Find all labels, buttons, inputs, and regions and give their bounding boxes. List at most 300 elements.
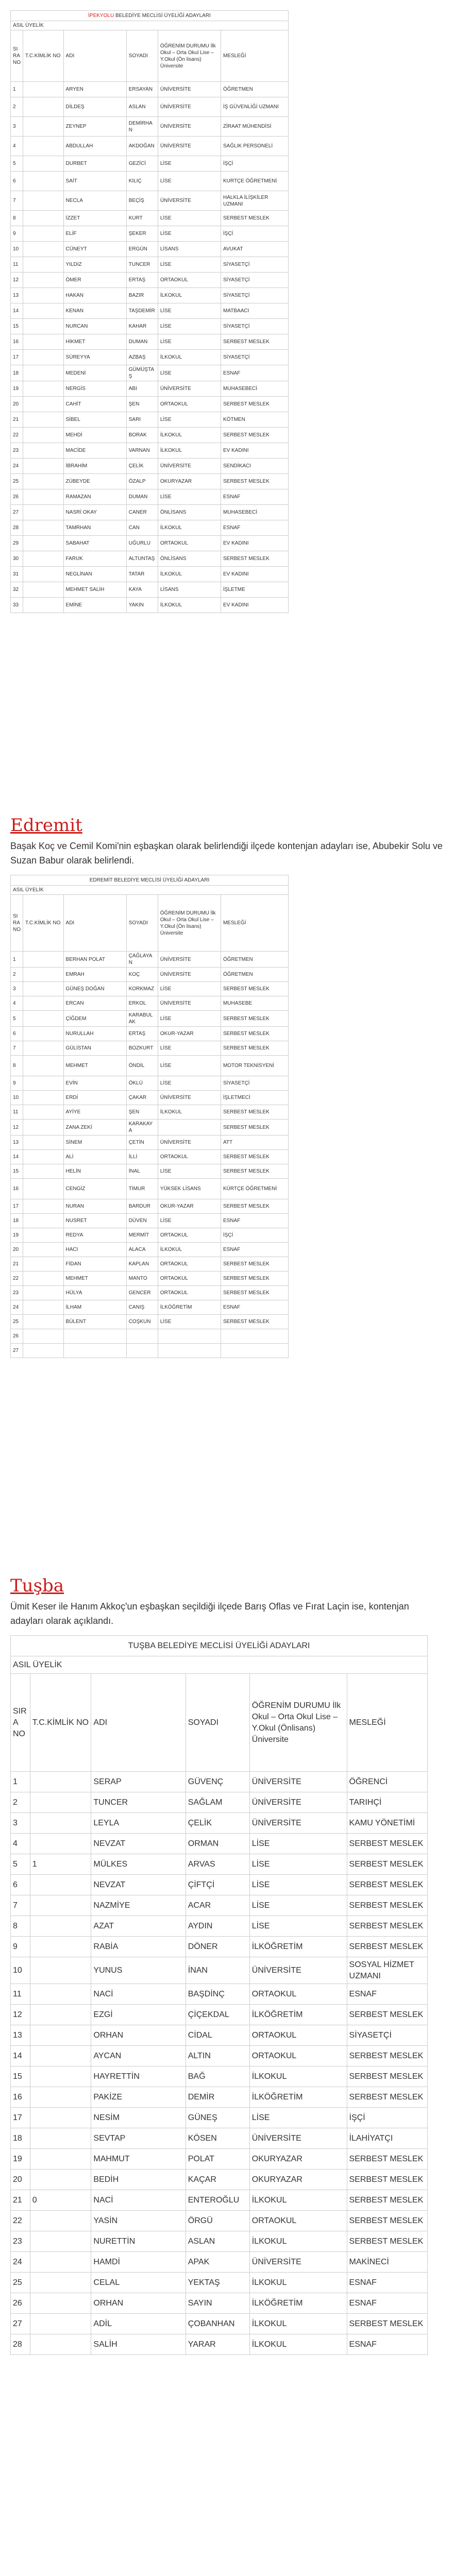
edremit-cell <box>158 1329 221 1344</box>
edremit-cell: ESNAF <box>221 1243 288 1257</box>
ipekyolu-table-row <box>11 474 289 489</box>
tusba-cell: BEDİH <box>91 2170 186 2190</box>
ipekyolu-header-cell: SOYADI <box>126 30 158 82</box>
edremit-table-row <box>11 982 289 996</box>
ipekyolu-cell <box>23 551 64 567</box>
ipekyolu-header-cell: ADI <box>63 30 126 82</box>
edremit-cell: 2 <box>11 968 23 982</box>
tusba-cell: 28 <box>11 2334 30 2355</box>
tusba-cell: 9 <box>11 1937 30 1957</box>
ipekyolu-table-body <box>11 82 289 613</box>
edremit-section <box>10 815 444 1358</box>
ipekyolu-cell: GEZİCİ <box>126 156 158 172</box>
tusba-cell: İŞÇİ <box>347 2108 427 2128</box>
tusba-cell: ÇİÇEKDAL <box>186 2005 249 2025</box>
tusba-cell: ÖĞRENCİ <box>347 1772 427 1792</box>
ipekyolu-cell: LİSE <box>158 334 221 350</box>
tusba-cell: DEMİR <box>186 2087 249 2108</box>
tusba-table-row <box>11 2252 428 2273</box>
edremit-table-row <box>11 1228 289 1243</box>
edremit-cell: GÜNEŞ DOĞAN <box>63 982 126 996</box>
tusba-header-cell: ADI <box>91 1674 186 1772</box>
ipekyolu-cell: ÖĞRETMEN <box>221 82 289 97</box>
tusba-cell: NEVZAT <box>91 1834 186 1854</box>
ipekyolu-cell <box>23 365 64 381</box>
ipekyolu-cell: SENDİKACI <box>221 459 289 474</box>
ipekyolu-cell: KILIÇ <box>126 172 158 191</box>
tusba-cell: ÜNİVERSİTE <box>249 1792 347 1813</box>
ipekyolu-cell <box>23 273 64 288</box>
ipekyolu-cell: ÜNİVERSİTE <box>158 117 221 137</box>
tusba-cell: BAĞ <box>186 2066 249 2087</box>
tusba-cell <box>30 1957 91 1984</box>
ipekyolu-cell: KAHAR <box>126 319 158 334</box>
edremit-cell: SERBEST MESLEK <box>221 1286 288 1300</box>
tusba-cell: SERBEST MESLEK <box>347 1895 427 1916</box>
ipekyolu-cell: ESNAF <box>221 520 289 536</box>
ipekyolu-cell: ALTUNTAŞ <box>126 551 158 567</box>
ipekyolu-table-row <box>11 191 289 211</box>
ipekyolu-cell: TAMRHAN <box>63 520 126 536</box>
tusba-cell: KAÇAR <box>186 2170 249 2190</box>
ipekyolu-cell: TATAR <box>126 567 158 582</box>
edremit-cell <box>63 1329 126 1344</box>
edremit-cell <box>23 1300 64 1315</box>
ipekyolu-cell: SERBEST MESLEK <box>221 211 289 226</box>
ipekyolu-header-row <box>11 30 289 82</box>
tusba-cell: SERAP <box>91 1772 186 1792</box>
ipekyolu-cell: NURCAN <box>63 319 126 334</box>
edremit-cell <box>23 1243 64 1257</box>
ipekyolu-cell <box>23 97 64 117</box>
tusba-table-row <box>11 2190 428 2211</box>
ipekyolu-section <box>10 10 289 613</box>
edremit-cell: COŞKUN <box>126 1315 158 1329</box>
tusba-cell: HAMDİ <box>91 2252 186 2273</box>
ipekyolu-cell: İŞLETME <box>221 582 289 598</box>
edremit-cell <box>23 1041 64 1056</box>
tusba-cell: ARVAS <box>186 1854 249 1875</box>
ipekyolu-cell: MACİDE <box>63 443 126 459</box>
tusba-cell: İNAN <box>186 1957 249 1984</box>
ipekyolu-table-row <box>11 211 289 226</box>
tusba-table-row <box>11 2231 428 2252</box>
edremit-cell <box>23 1228 64 1243</box>
edremit-cell <box>126 1344 158 1358</box>
edremit-cell: ÇAKAR <box>126 1091 158 1105</box>
tusba-cell: SEVTAP <box>91 2128 186 2149</box>
tusba-cell: 7 <box>11 1895 30 1916</box>
tusba-cell: LİSE <box>249 2108 347 2128</box>
tusba-cell: ORHAN <box>91 2293 186 2314</box>
tusba-cell: GÜNEŞ <box>186 2108 249 2128</box>
tusba-table-row <box>11 2149 428 2170</box>
edremit-cell <box>23 1286 64 1300</box>
tusba-cell <box>30 2334 91 2355</box>
tusba-cell: SERBEST MESLEK <box>347 2190 427 2211</box>
tusba-cell: LİSE <box>249 1895 347 1916</box>
edremit-header-cell: MESLEĞİ <box>221 895 288 952</box>
ipekyolu-cell: LİSE <box>158 172 221 191</box>
tusba-cell <box>30 2108 91 2128</box>
tusba-table-row <box>11 2211 428 2231</box>
ipekyolu-cell: BEÇİŞ <box>126 191 158 211</box>
edremit-cell: ÜNİVERSİTE <box>158 996 221 1011</box>
edremit-cell <box>23 982 64 996</box>
edremit-heading[interactable]: Edremit <box>10 815 82 836</box>
tusba-cell: 0 <box>30 2190 91 2211</box>
ipekyolu-cell: 2 <box>11 97 23 117</box>
tusba-cell: 4 <box>11 1834 30 1854</box>
edremit-cell <box>23 1214 64 1228</box>
edremit-cell: CENGİZ <box>63 1179 126 1199</box>
ipekyolu-cell: ERGÜN <box>126 242 158 257</box>
ipekyolu-cell: 23 <box>11 443 23 459</box>
edremit-cell <box>126 1329 158 1344</box>
tusba-cell: 20 <box>11 2170 30 2190</box>
ipekyolu-cell: EV KADINI <box>221 443 289 459</box>
ipekyolu-cell: İLKOKUL <box>158 288 221 303</box>
tusba-cell: ESNAF <box>347 2273 427 2293</box>
ipekyolu-cell: 3 <box>11 117 23 137</box>
tusba-cell: SERBEST MESLEK <box>347 2314 427 2334</box>
edremit-cell: 22 <box>11 1272 23 1286</box>
ipekyolu-cell: VARNAN <box>126 443 158 459</box>
tusba-cell <box>30 1813 91 1834</box>
tusba-cell: SERBEST MESLEK <box>347 1937 427 1957</box>
tusba-table-row <box>11 1937 428 1957</box>
tusba-header-cell: SIRA NO <box>11 1674 30 1772</box>
ipekyolu-table-row <box>11 520 289 536</box>
ipekyolu-cell: EV KADINI <box>221 567 289 582</box>
ipekyolu-cell: 32 <box>11 582 23 598</box>
tusba-cell <box>30 2046 91 2066</box>
tusba-cell: ÇOBANHAN <box>186 2314 249 2334</box>
edremit-cell: FİDAN <box>63 1257 126 1272</box>
ipekyolu-cell: 25 <box>11 474 23 489</box>
ipekyolu-cell: EV KADINI <box>221 536 289 551</box>
ipekyolu-cell: 7 <box>11 191 23 211</box>
ipekyolu-cell: ZİRAAT MÜHENDİSİ <box>221 117 289 137</box>
edremit-cell: LİSE <box>158 1041 221 1056</box>
tusba-cell <box>30 1772 91 1792</box>
tusba-cell <box>30 1937 91 1957</box>
ipekyolu-cell: SİYASETÇİ <box>221 257 289 273</box>
ipekyolu-cell: AVUKAT <box>221 242 289 257</box>
tusba-cell: AZAT <box>91 1916 186 1937</box>
edremit-cell: SERBEST MESLEK <box>221 1315 288 1329</box>
tusba-cell: SERBEST MESLEK <box>347 2046 427 2066</box>
edremit-cell: MOTOR TEKNİSYENİ <box>221 1056 288 1076</box>
ipekyolu-cell: MUHASEBECİ <box>221 505 289 520</box>
ipekyolu-cell: MEHMET SALİH <box>63 582 126 598</box>
tusba-table-row <box>11 1916 428 1937</box>
edremit-cell: 25 <box>11 1315 23 1329</box>
edremit-cell: 3 <box>11 982 23 996</box>
ipekyolu-cell: NECLA <box>63 191 126 211</box>
ipekyolu-cell: 27 <box>11 505 23 520</box>
edremit-cell <box>221 1344 288 1358</box>
ipekyolu-cell: 17 <box>11 350 23 365</box>
ipekyolu-cell: 24 <box>11 459 23 474</box>
ipekyolu-cell: İLKOKUL <box>158 567 221 582</box>
ipekyolu-table-row <box>11 156 289 172</box>
tusba-cell <box>30 2293 91 2314</box>
ipekyolu-cell: İZZET <box>63 211 126 226</box>
ipekyolu-cell: UĞURLU <box>126 536 158 551</box>
edremit-cell: SERBEST MESLEK <box>221 982 288 996</box>
edremit-table-row <box>11 1105 289 1120</box>
ipekyolu-cell: 13 <box>11 288 23 303</box>
tusba-cell: KÖSEN <box>186 2128 249 2149</box>
tusba-cell <box>30 2005 91 2025</box>
tusba-cell: TARIHÇİ <box>347 1792 427 1813</box>
ipekyolu-table <box>10 10 289 613</box>
tusba-cell: 14 <box>11 2046 30 2066</box>
ipekyolu-cell <box>23 428 64 443</box>
ipekyolu-cell: ERSAYAN <box>126 82 158 97</box>
tusba-cell: ÇELİK <box>186 1813 249 1834</box>
edremit-cell: OKUR-YAZAR <box>158 1027 221 1041</box>
ipekyolu-cell: ABI <box>126 381 158 397</box>
edremit-cell: 24 <box>11 1300 23 1315</box>
tusba-cell: 19 <box>11 2149 30 2170</box>
ipekyolu-cell: SAĞLIK PERSONELİ <box>221 137 289 156</box>
tusba-cell <box>30 2170 91 2190</box>
edremit-cell <box>23 1136 64 1150</box>
ipekyolu-table-row <box>11 365 289 381</box>
ipekyolu-cell: LİSE <box>158 257 221 273</box>
tusba-cell: SERBEST MESLEK <box>347 2211 427 2231</box>
ipekyolu-cell: 30 <box>11 551 23 567</box>
tusba-cell: OKURYAZAR <box>249 2149 347 2170</box>
ipekyolu-table-row <box>11 489 289 505</box>
ipekyolu-cell <box>23 172 64 191</box>
edremit-header-cell: ÖĞRENİM DURUMU İlk Okul – Orta Okul Lise – Y.Okul (Ön lisans) Üniversite <box>158 895 221 952</box>
ipekyolu-cell: NASRİ OKAY <box>63 505 126 520</box>
edremit-cell: SERBEST MESLEK <box>221 1150 288 1164</box>
edremit-cell: ŞEN <box>126 1105 158 1120</box>
tusba-cell: SERBEST MESLEK <box>347 2005 427 2025</box>
tusba-table-row <box>11 2005 428 2025</box>
edremit-cell: ÜNİVERSİTE <box>158 1136 221 1150</box>
tusba-cell: SERBEST MESLEK <box>347 1875 427 1895</box>
edremit-cell: 1 <box>11 952 23 968</box>
edremit-cell: SİNEM <box>63 1136 126 1150</box>
ipekyolu-cell: KENAN <box>63 303 126 319</box>
tusba-cell: ORMAN <box>186 1834 249 1854</box>
tusba-cell: CİDAL <box>186 2025 249 2046</box>
ipekyolu-table-row <box>11 459 289 474</box>
edremit-table-row <box>11 1243 289 1257</box>
tusba-table-row <box>11 1875 428 1895</box>
edremit-cell: 20 <box>11 1243 23 1257</box>
ipekyolu-cell: ABDULLAH <box>63 137 126 156</box>
edremit-cell: ALİ <box>63 1150 126 1164</box>
tusba-cell: LİSE <box>249 1875 347 1895</box>
tusba-section <box>10 1575 444 2355</box>
edremit-cell: NURAN <box>63 1199 126 1214</box>
tusba-cell <box>30 1916 91 1937</box>
tusba-header-row <box>11 1674 428 1772</box>
edremit-table-row <box>11 1300 289 1315</box>
ipekyolu-cell: OKURYAZAR <box>158 474 221 489</box>
tusba-cell <box>30 2025 91 2046</box>
ipekyolu-table-row <box>11 82 289 97</box>
ipekyolu-cell: SERBEST MESLEK <box>221 428 289 443</box>
tusba-table-row <box>11 2170 428 2190</box>
edremit-header-cell: SOYADI <box>126 895 158 952</box>
tusba-cell: ENTEROĞLU <box>186 2190 249 2211</box>
tusba-table-row <box>11 1957 428 1984</box>
tusba-cell <box>30 2128 91 2149</box>
edremit-cell: ORTAOKUL <box>158 1286 221 1300</box>
edremit-cell: KÜRTÇE ÖĞRETMENİ <box>221 1179 288 1199</box>
ipekyolu-table-row <box>11 582 289 598</box>
edremit-cell: BARDUR <box>126 1199 158 1214</box>
tusba-cell: NACİ <box>91 1984 186 2005</box>
ipekyolu-table-row <box>11 172 289 191</box>
tusba-cell: ORTAOKUL <box>249 2046 347 2066</box>
tusba-table-row <box>11 2314 428 2334</box>
ipekyolu-cell: İLKOKUL <box>158 520 221 536</box>
edremit-cell <box>23 1011 64 1027</box>
edremit-cell: ERDİ <box>63 1091 126 1105</box>
tusba-cell: SERBEST MESLEK <box>347 2066 427 2087</box>
edremit-cell <box>63 1344 126 1358</box>
edremit-cell: ALACA <box>126 1243 158 1257</box>
ipekyolu-table-row <box>11 242 289 257</box>
ipekyolu-cell: SİYASETÇİ <box>221 319 289 334</box>
tusba-cell: ASLAN <box>186 2231 249 2252</box>
tusba-cell: MÜLKES <box>91 1854 186 1875</box>
tusba-table-row <box>11 1895 428 1916</box>
ipekyolu-cell: 9 <box>11 226 23 242</box>
tusba-cell: ORHAN <box>91 2025 186 2046</box>
ipekyolu-cell: LİSANS <box>158 242 221 257</box>
tusba-table-row <box>11 2066 428 2087</box>
edremit-cell <box>23 1076 64 1091</box>
tusba-cell: RABİA <box>91 1937 186 1957</box>
ipekyolu-table-row <box>11 137 289 156</box>
ipekyolu-cell: TUNCER <box>126 257 158 273</box>
edremit-cell: 18 <box>11 1214 23 1228</box>
ipekyolu-cell: 1 <box>11 82 23 97</box>
tusba-cell: YASİN <box>91 2211 186 2231</box>
ipekyolu-cell: ÇELİK <box>126 459 158 474</box>
tusba-cell: İLKOKUL <box>249 2334 347 2355</box>
tusba-cell: 22 <box>11 2211 30 2231</box>
ipekyolu-table-row <box>11 117 289 137</box>
tusba-cell: LİSE <box>249 1834 347 1854</box>
tusba-cell: APAK <box>186 2252 249 2273</box>
tusba-table-title: TUŞBA BELEDİYE MECLİSİ ÜYELİĞİ ADAYLARI <box>11 1636 428 1656</box>
edremit-cell: BOZKURT <box>126 1041 158 1056</box>
edremit-cell: HELİN <box>63 1164 126 1179</box>
ipekyolu-cell: SERBEST MESLEK <box>221 334 289 350</box>
tusba-cell: 16 <box>11 2087 30 2108</box>
tusba-cell: 26 <box>11 2293 30 2314</box>
edremit-cell: ORTAOKUL <box>158 1272 221 1286</box>
ipekyolu-cell: ÜNİVERSİTE <box>158 137 221 156</box>
tusba-cell: 10 <box>11 1957 30 1984</box>
ipekyolu-header-cell: T.C.KİMLİK NO <box>23 30 64 82</box>
ipekyolu-table-row <box>11 257 289 273</box>
ipekyolu-cell <box>23 211 64 226</box>
tusba-heading[interactable]: Tuşba <box>10 1575 64 1596</box>
tusba-subtitle: ASIL ÜYELİK <box>11 1656 428 1674</box>
edremit-cell: 27 <box>11 1344 23 1358</box>
tusba-cell: LİSE <box>249 1916 347 1937</box>
tusba-header-cell: MESLEĞİ <box>347 1674 427 1772</box>
ipekyolu-cell: MEDENİ <box>63 365 126 381</box>
ipekyolu-cell: SİBEL <box>63 412 126 428</box>
tusba-cell: ADİL <box>91 2314 186 2334</box>
tusba-cell: İLKOKUL <box>249 2190 347 2211</box>
ipekyolu-cell: LİSE <box>158 412 221 428</box>
ipekyolu-cell <box>23 156 64 172</box>
ipekyolu-cell: ZEYNEP <box>63 117 126 137</box>
ipekyolu-cell: DUMAN <box>126 334 158 350</box>
ipekyolu-cell: ORTAOKUL <box>158 397 221 412</box>
tusba-cell: NESİM <box>91 2108 186 2128</box>
tusba-cell <box>30 2273 91 2293</box>
tusba-cell: SALİH <box>91 2334 186 2355</box>
ipekyolu-cell: SİYASETÇİ <box>221 288 289 303</box>
edremit-cell: ERTAŞ <box>126 1027 158 1041</box>
edremit-cell: MEHMET <box>63 1272 126 1286</box>
tusba-cell: LİSE <box>249 1854 347 1875</box>
tusba-cell: SOSYAL HİZMET UZMANI <box>347 1957 427 1984</box>
ipekyolu-cell <box>23 520 64 536</box>
tusba-cell: ESNAF <box>347 1984 427 2005</box>
tusba-cell <box>30 1984 91 2005</box>
ipekyolu-cell: KURTÇE ÖĞRETMENİ <box>221 172 289 191</box>
tusba-cell: AYCAN <box>91 2046 186 2066</box>
tusba-cell: ÜNİVERSİTE <box>249 2128 347 2149</box>
edremit-cell: 11 <box>11 1105 23 1120</box>
ipekyolu-cell: ZÜBEYDE <box>63 474 126 489</box>
edremit-cell: 19 <box>11 1228 23 1243</box>
edremit-cell: SİYASETÇİ <box>221 1076 288 1091</box>
ipekyolu-cell <box>23 489 64 505</box>
edremit-header-cell: SIRA NO <box>11 895 23 952</box>
edremit-table <box>10 875 289 1358</box>
ipekyolu-cell <box>23 397 64 412</box>
tusba-cell: YARAR <box>186 2334 249 2355</box>
tusba-header-cell: SOYADI <box>186 1674 249 1772</box>
tusba-cell: SAYIN <box>186 2293 249 2314</box>
tusba-cell: YEKTAŞ <box>186 2273 249 2293</box>
edremit-cell: ERCAN <box>63 996 126 1011</box>
edremit-cell: 26 <box>11 1329 23 1344</box>
tusba-cell: SAĞLAM <box>186 1792 249 1813</box>
ipekyolu-cell: KURT <box>126 211 158 226</box>
edremit-header-cell: ADI <box>63 895 126 952</box>
tusba-table-row <box>11 1984 428 2005</box>
tusba-cell: İLKÖĞRETİM <box>249 2293 347 2314</box>
tusba-cell: İLKOKUL <box>249 2231 347 2252</box>
ipekyolu-cell: BORAK <box>126 428 158 443</box>
tusba-cell: ÇİFTÇİ <box>186 1875 249 1895</box>
edremit-cell <box>23 1027 64 1041</box>
tusba-cell: LEYLA <box>91 1813 186 1834</box>
edremit-cell: ÜNİVERSİTE <box>158 968 221 982</box>
edremit-table-row <box>11 1150 289 1164</box>
tusba-table-row <box>11 1854 428 1875</box>
ipekyolu-header-cell: SIRA NO <box>11 30 23 82</box>
ipekyolu-cell <box>23 474 64 489</box>
